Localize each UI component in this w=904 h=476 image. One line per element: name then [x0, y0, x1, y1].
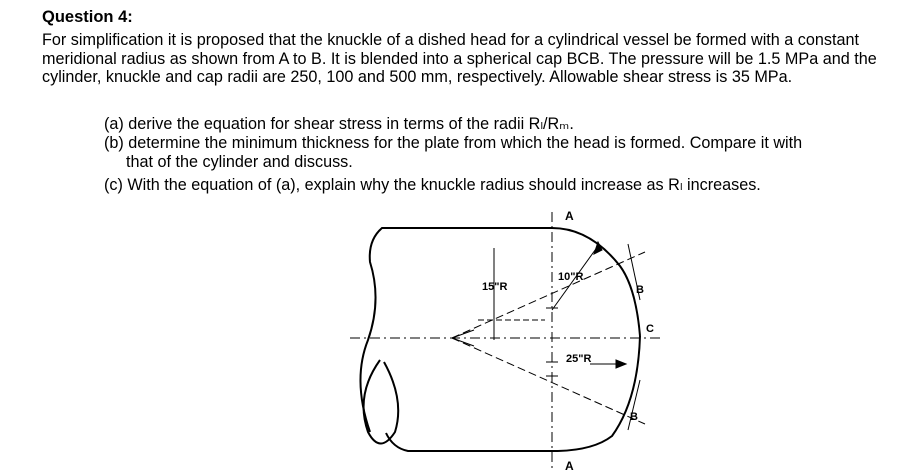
label-a-bottom: A — [565, 459, 574, 473]
question-title: Question 4: — [42, 8, 133, 26]
subquestion-b — [104, 134, 884, 171]
subquestion-a — [104, 115, 884, 134]
label-c: C — [646, 323, 654, 335]
cylinder-radius-label: 15"R — [482, 281, 508, 293]
subquestion-a-text: (a) derive the equation for shear stress in terms of the radii Rₗ/Rₘ. — [104, 115, 574, 133]
dished-head-figure — [340, 200, 670, 476]
subquestion-c — [104, 176, 884, 195]
problem-statement: For simplification it is proposed that the knuckle of a dished head for a cylindrical vessel be formed with a constant meridional radius as shown from A to B. It is blended into a spherical cap BCB. The pressure will be 1.5 MPa and the cylinder, knuckle and cap radii are 250, 100 and 500 mm, respectively. Allowable shear stress is 35 MPa. — [42, 31, 877, 86]
label-b-top: B — [636, 284, 644, 296]
label-b-bottom: B — [630, 411, 638, 423]
label-a-top: A — [565, 209, 574, 223]
subquestion-b-text: (b) determine the minimum thickness for the plate from which the head is formed. Compare it with — [104, 134, 803, 152]
vessel-outline — [360, 228, 640, 451]
center-lines — [350, 212, 660, 470]
subquestion-b-continuation: that of the cylinder and discuss. — [126, 152, 353, 171]
subquestion-c-text: (c) With the equation of (a), explain why the knuckle radius should increase as Rₗ increases. — [104, 176, 761, 194]
cap-radius-label: 25"R — [566, 353, 592, 365]
knuckle-radius-label: 10"R — [558, 271, 584, 283]
radius-lines — [452, 242, 645, 430]
